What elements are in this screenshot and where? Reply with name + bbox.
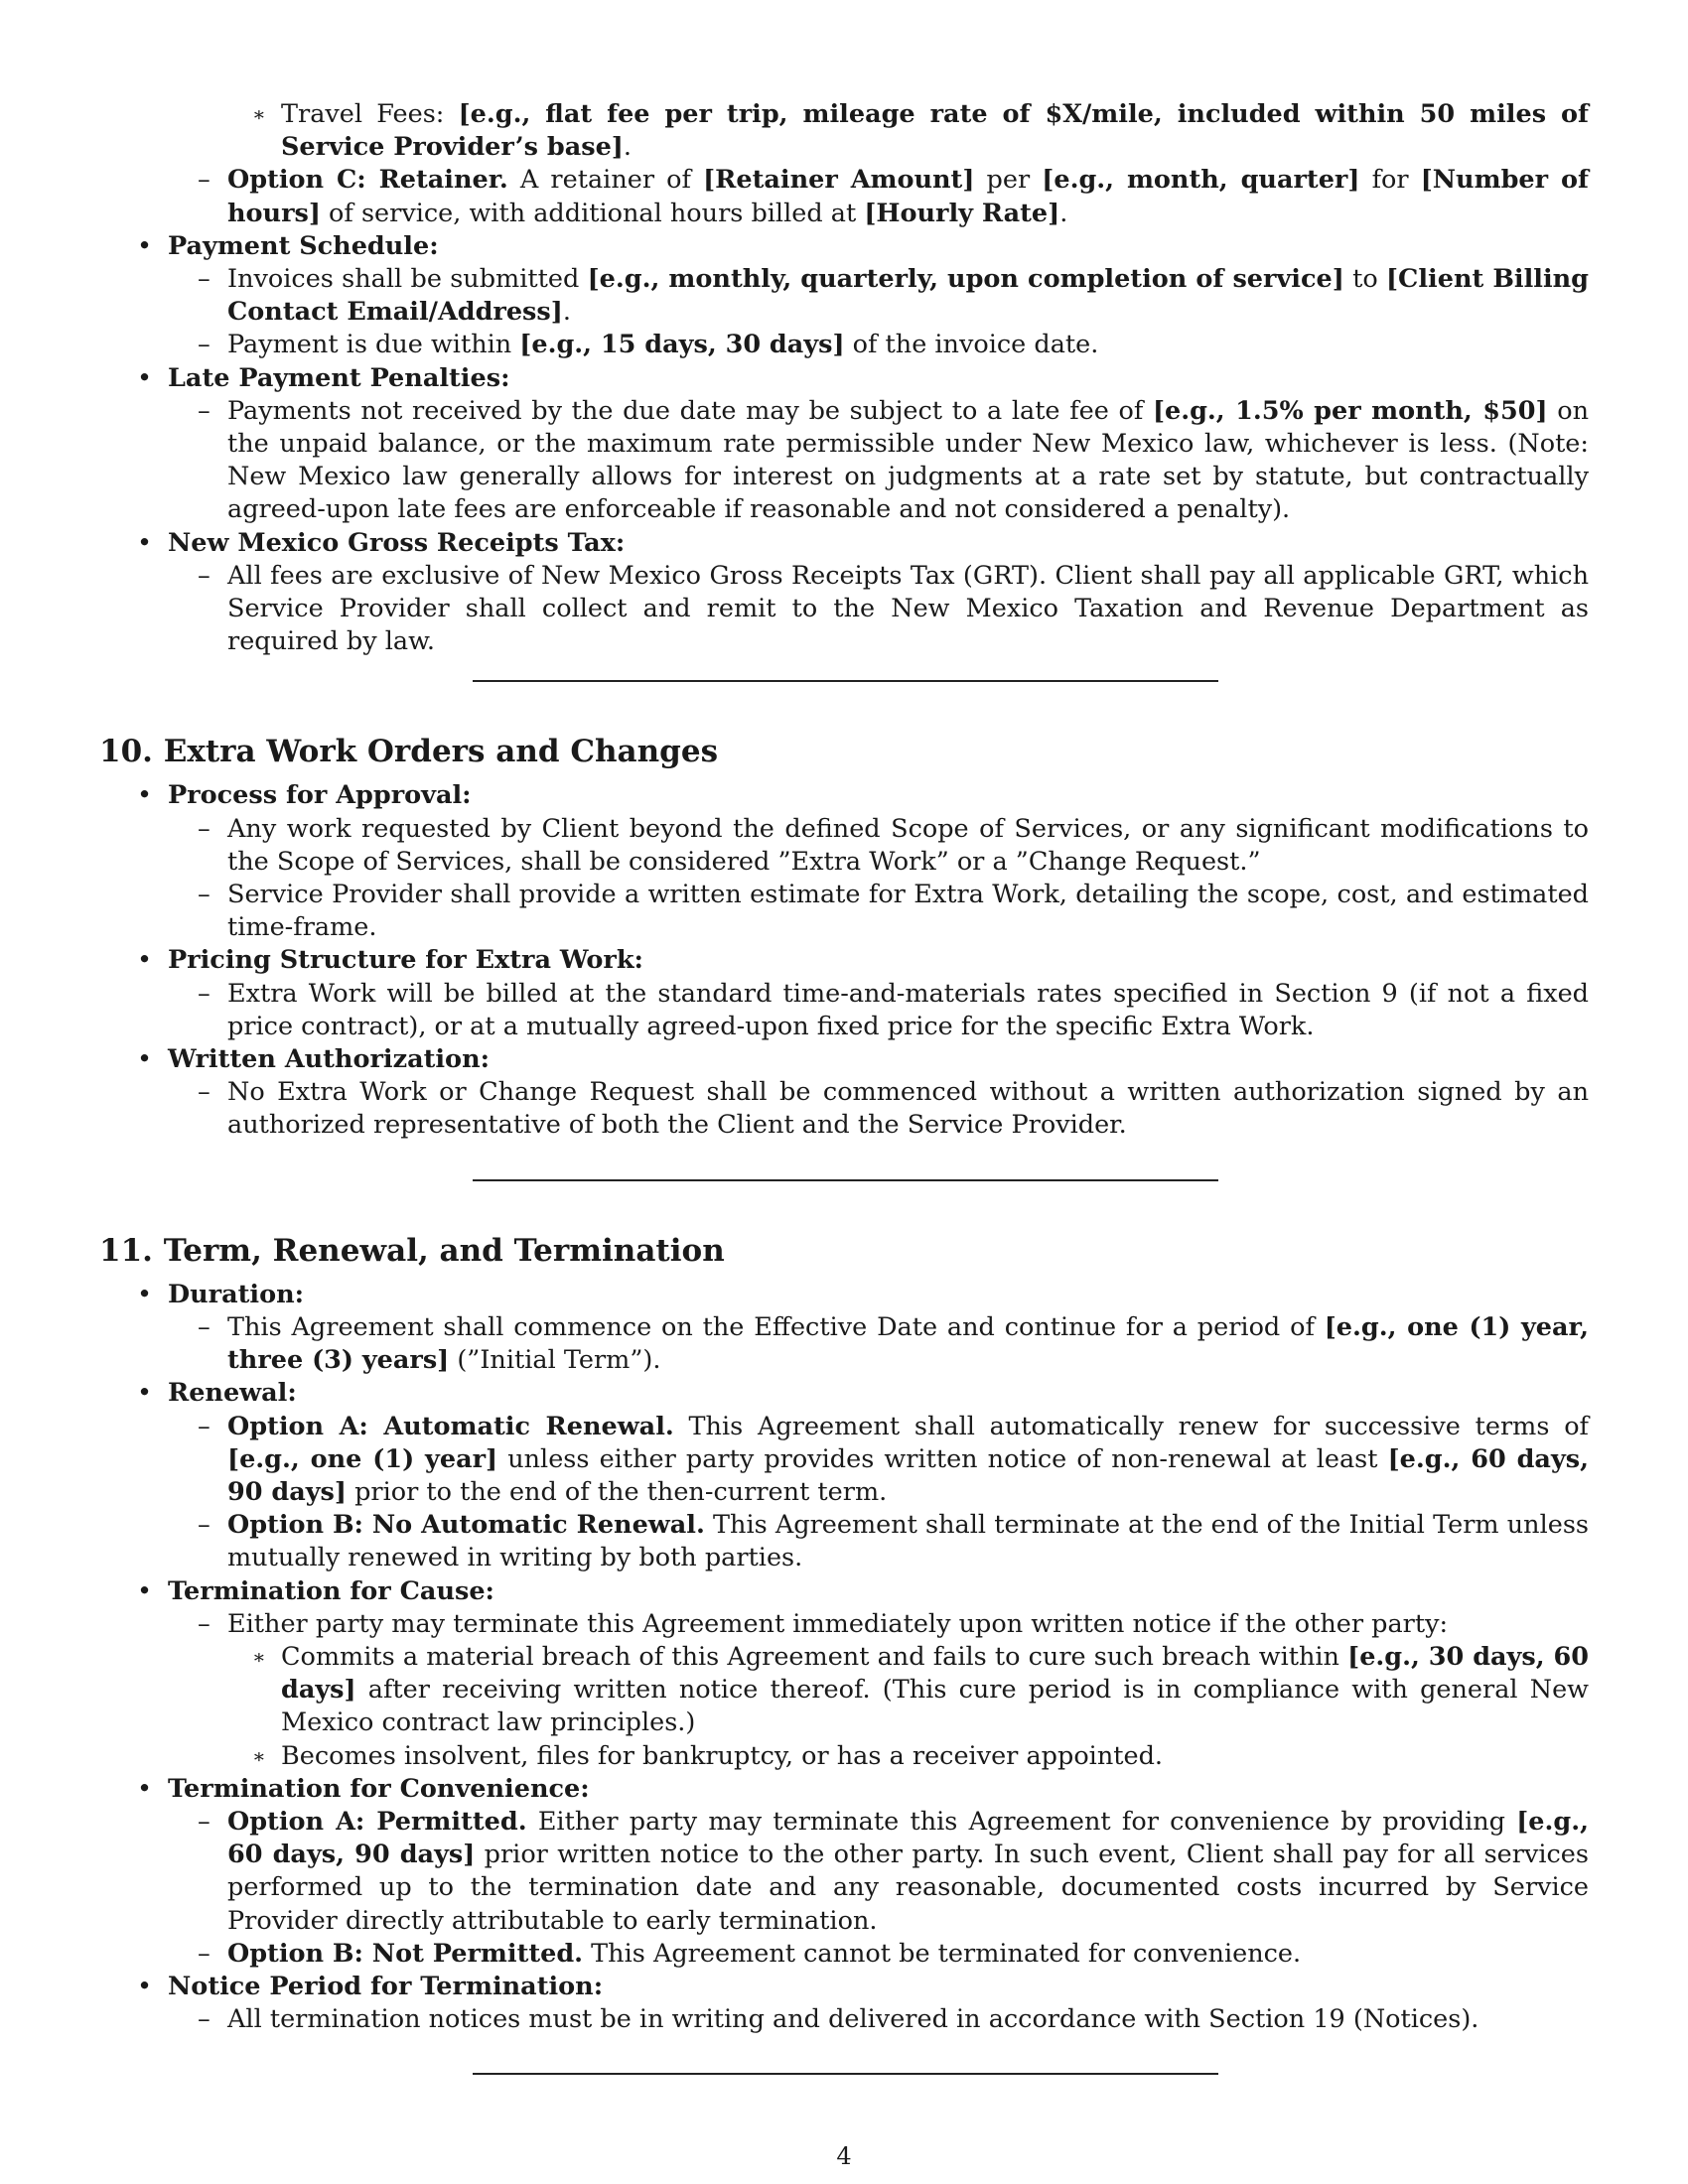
bullet-marker: • [137, 527, 153, 558]
bullet-marker: • [137, 1044, 153, 1075]
list-item-convenience-permitted: – Option A: Permitted. Either party may terminate this Agreement for convenience by providing [e.g., 60 days, 90 days] prior written notice to the other party. In such event, Client shall pay for all services performed up to the termination date and any reasonable, documented costs incurred by Service Provider directly attributable to early termination. [198, 1806, 1589, 1936]
list-item-invoices: – Invoices shall be submitted [e.g., monthly, quarterly, upon completion of service] to [Client Billing Contact Email/Address]. [198, 264, 1590, 328]
dash-marker: – [198, 1510, 211, 1541]
list-item-immediate-termination: – Either party may terminate this Agreement immediately upon written notice if the other party: [99, 1608, 1589, 1641]
list-item-no-automatic-renewal: – Option B: No Automatic Renewal. This Agreement shall terminate at the end of the Initial Term unless mutually renewed in writing by both parties. [198, 1510, 1589, 1573]
dash-marker: – [198, 264, 211, 295]
section-divider [473, 680, 1218, 682]
list-item-initial-term: – This Agreement shall commence on the Effective Date and continue for a period of [e.g., one (1) year, three (3) years] (”Initial Term”). [198, 1311, 1589, 1376]
list-item-late-fee: – Payments not received by the due date may be subject to a late fee of [e.g., 1.5% per month, $50] on the unpaid balance, or the maximum rate permissible under New Mexico law, whichever is less. (Note: New Mexico law generally allows for interest on judgments at a rate set by statute, but contractually agreed-upon late fees are enforceable if reasonable and not considered a penalty). [198, 395, 1589, 525]
list-item-written-authorization: • Written Authorization: [99, 1043, 1589, 1076]
list-item-renewal: • Renewal: [99, 1377, 1589, 1410]
list-item-notice-detail: – All termination notices must be in writing and delivered in accordance with Section 19 (Notices). [99, 2003, 1589, 2036]
star-marker: ∗ [252, 1644, 266, 1669]
section-11-heading: 11. Term, Renewal, and Termination [99, 1232, 725, 1269]
dash-marker: – [198, 813, 211, 844]
bullet-marker: • [137, 780, 153, 811]
section-10-heading: 10. Extra Work Orders and Changes [99, 734, 719, 770]
bullet-marker: • [137, 1279, 153, 1309]
list-item-pricing-structure: • Pricing Structure for Extra Work: [99, 944, 1589, 977]
bullet-marker: • [137, 1575, 153, 1606]
list-item-convenience-not-permitted: – Option B: Not Permitted. This Agreement cannot be terminated for convenience. [99, 1938, 1589, 1971]
dash-marker: – [198, 1608, 211, 1639]
list-item-termination-cause: • Termination for Cause: [99, 1575, 1589, 1608]
list-item-process-approval: • Process for Approval: [99, 779, 1589, 812]
star-marker: ∗ [252, 1743, 266, 1768]
bullet-marker: • [137, 945, 153, 976]
dash-marker: – [198, 2004, 211, 2035]
list-item-grt: • New Mexico Gross Receipts Tax: [99, 527, 1589, 560]
bullet-marker: • [137, 362, 153, 393]
list-item-notice-period: • Notice Period for Termination: [99, 1971, 1589, 2003]
dash-marker: – [198, 978, 211, 1009]
star-marker: ∗ [252, 102, 266, 126]
list-item-payment-schedule: • Payment Schedule: [99, 230, 1589, 263]
bullet-marker: • [137, 1773, 153, 1804]
list-item-extra-work-billing: – Extra Work will be billed at the standard time-and-materials rates specified in Section 9 (if not a fixed price contract), or at a mutually agreed-upon fixed price for the specific Extra Work. [198, 978, 1589, 1041]
dash-marker: – [198, 165, 211, 196]
page-content [99, 98, 1589, 2075]
list-item-late-payment: • Late Payment Penalties: [99, 362, 1589, 395]
bullet-marker: • [137, 1971, 153, 2001]
bullet-marker: • [137, 1378, 153, 1409]
list-item-duration: • Duration: [99, 1279, 1589, 1311]
bullet-marker: • [137, 230, 153, 261]
dash-marker: – [198, 880, 211, 910]
list-item-material-breach: ∗ Commits a material breach of this Agreement and fails to cure such breach within [e.g., 30 days, 60 days] after receiving written notice thereof. (This cure period is in compliance with general New Mexico contract law principles.) [252, 1641, 1589, 1738]
section-divider [473, 1179, 1218, 1181]
dash-marker: – [198, 1311, 211, 1342]
list-item-insolvency: ∗ Becomes insolvent, files for bankruptcy, or has a receiver appointed. [99, 1740, 1589, 1773]
list-item-extra-work-definition: – Any work requested by Client beyond the defined Scope of Services, or any significant modifications to the Scope of Services, shall be considered ”Extra Work” or a ”Change Request.” [198, 813, 1589, 877]
list-item-written-estimate: – Service Provider shall provide a written estimate for Extra Work, detailing the scope, cost, and estimated time-frame. [198, 880, 1589, 943]
dash-marker: – [198, 395, 211, 426]
list-item-payment-due: – Payment is due within [e.g., 15 days, 30 days] of the invoice date. [99, 329, 1589, 361]
dash-marker: – [198, 1411, 211, 1441]
section-divider [473, 2073, 1218, 2075]
list-item-grt-detail: – All fees are exclusive of New Mexico Gross Receipts Tax (GRT). Client shall pay all applicable GRT, which Service Provider shall collect and remit to the New Mexico Taxation and Revenue Department as required by law. [198, 560, 1589, 657]
list-item-authorization-detail: – No Extra Work or Change Request shall be commenced without a written authorization signed by an authorized representative of both the Client and the Service Provider. [198, 1077, 1589, 1141]
dash-marker: – [198, 1077, 211, 1108]
list-item-travel-fees: ∗ Travel Fees: [e.g., flat fee per trip, mileage rate of $X/mile, included within 50 miles of Service Provider’s base]. [252, 99, 1589, 163]
dash-marker: – [198, 560, 211, 591]
dash-marker: – [198, 330, 211, 360]
dash-marker: – [198, 1806, 211, 1837]
dash-marker: – [198, 1938, 211, 1969]
list-item-automatic-renewal: – Option A: Automatic Renewal. This Agreement shall automatically renew for successive terms of [e.g., one (1) year] unless either party provides written notice of non-renewal at least [e.g., 60 days, 90 days] prior to the end of the then-current term. [198, 1411, 1589, 1507]
page-number: 4 [836, 2142, 852, 2170]
list-item-option-c: – Option C: Retainer. A retainer of [Retainer Amount] per [e.g., month, quarter] for [Number of hours] of service, with additional hours billed at [Hourly Rate]. [198, 165, 1589, 228]
list-item-termination-convenience: • Termination for Convenience: [99, 1773, 1589, 1806]
